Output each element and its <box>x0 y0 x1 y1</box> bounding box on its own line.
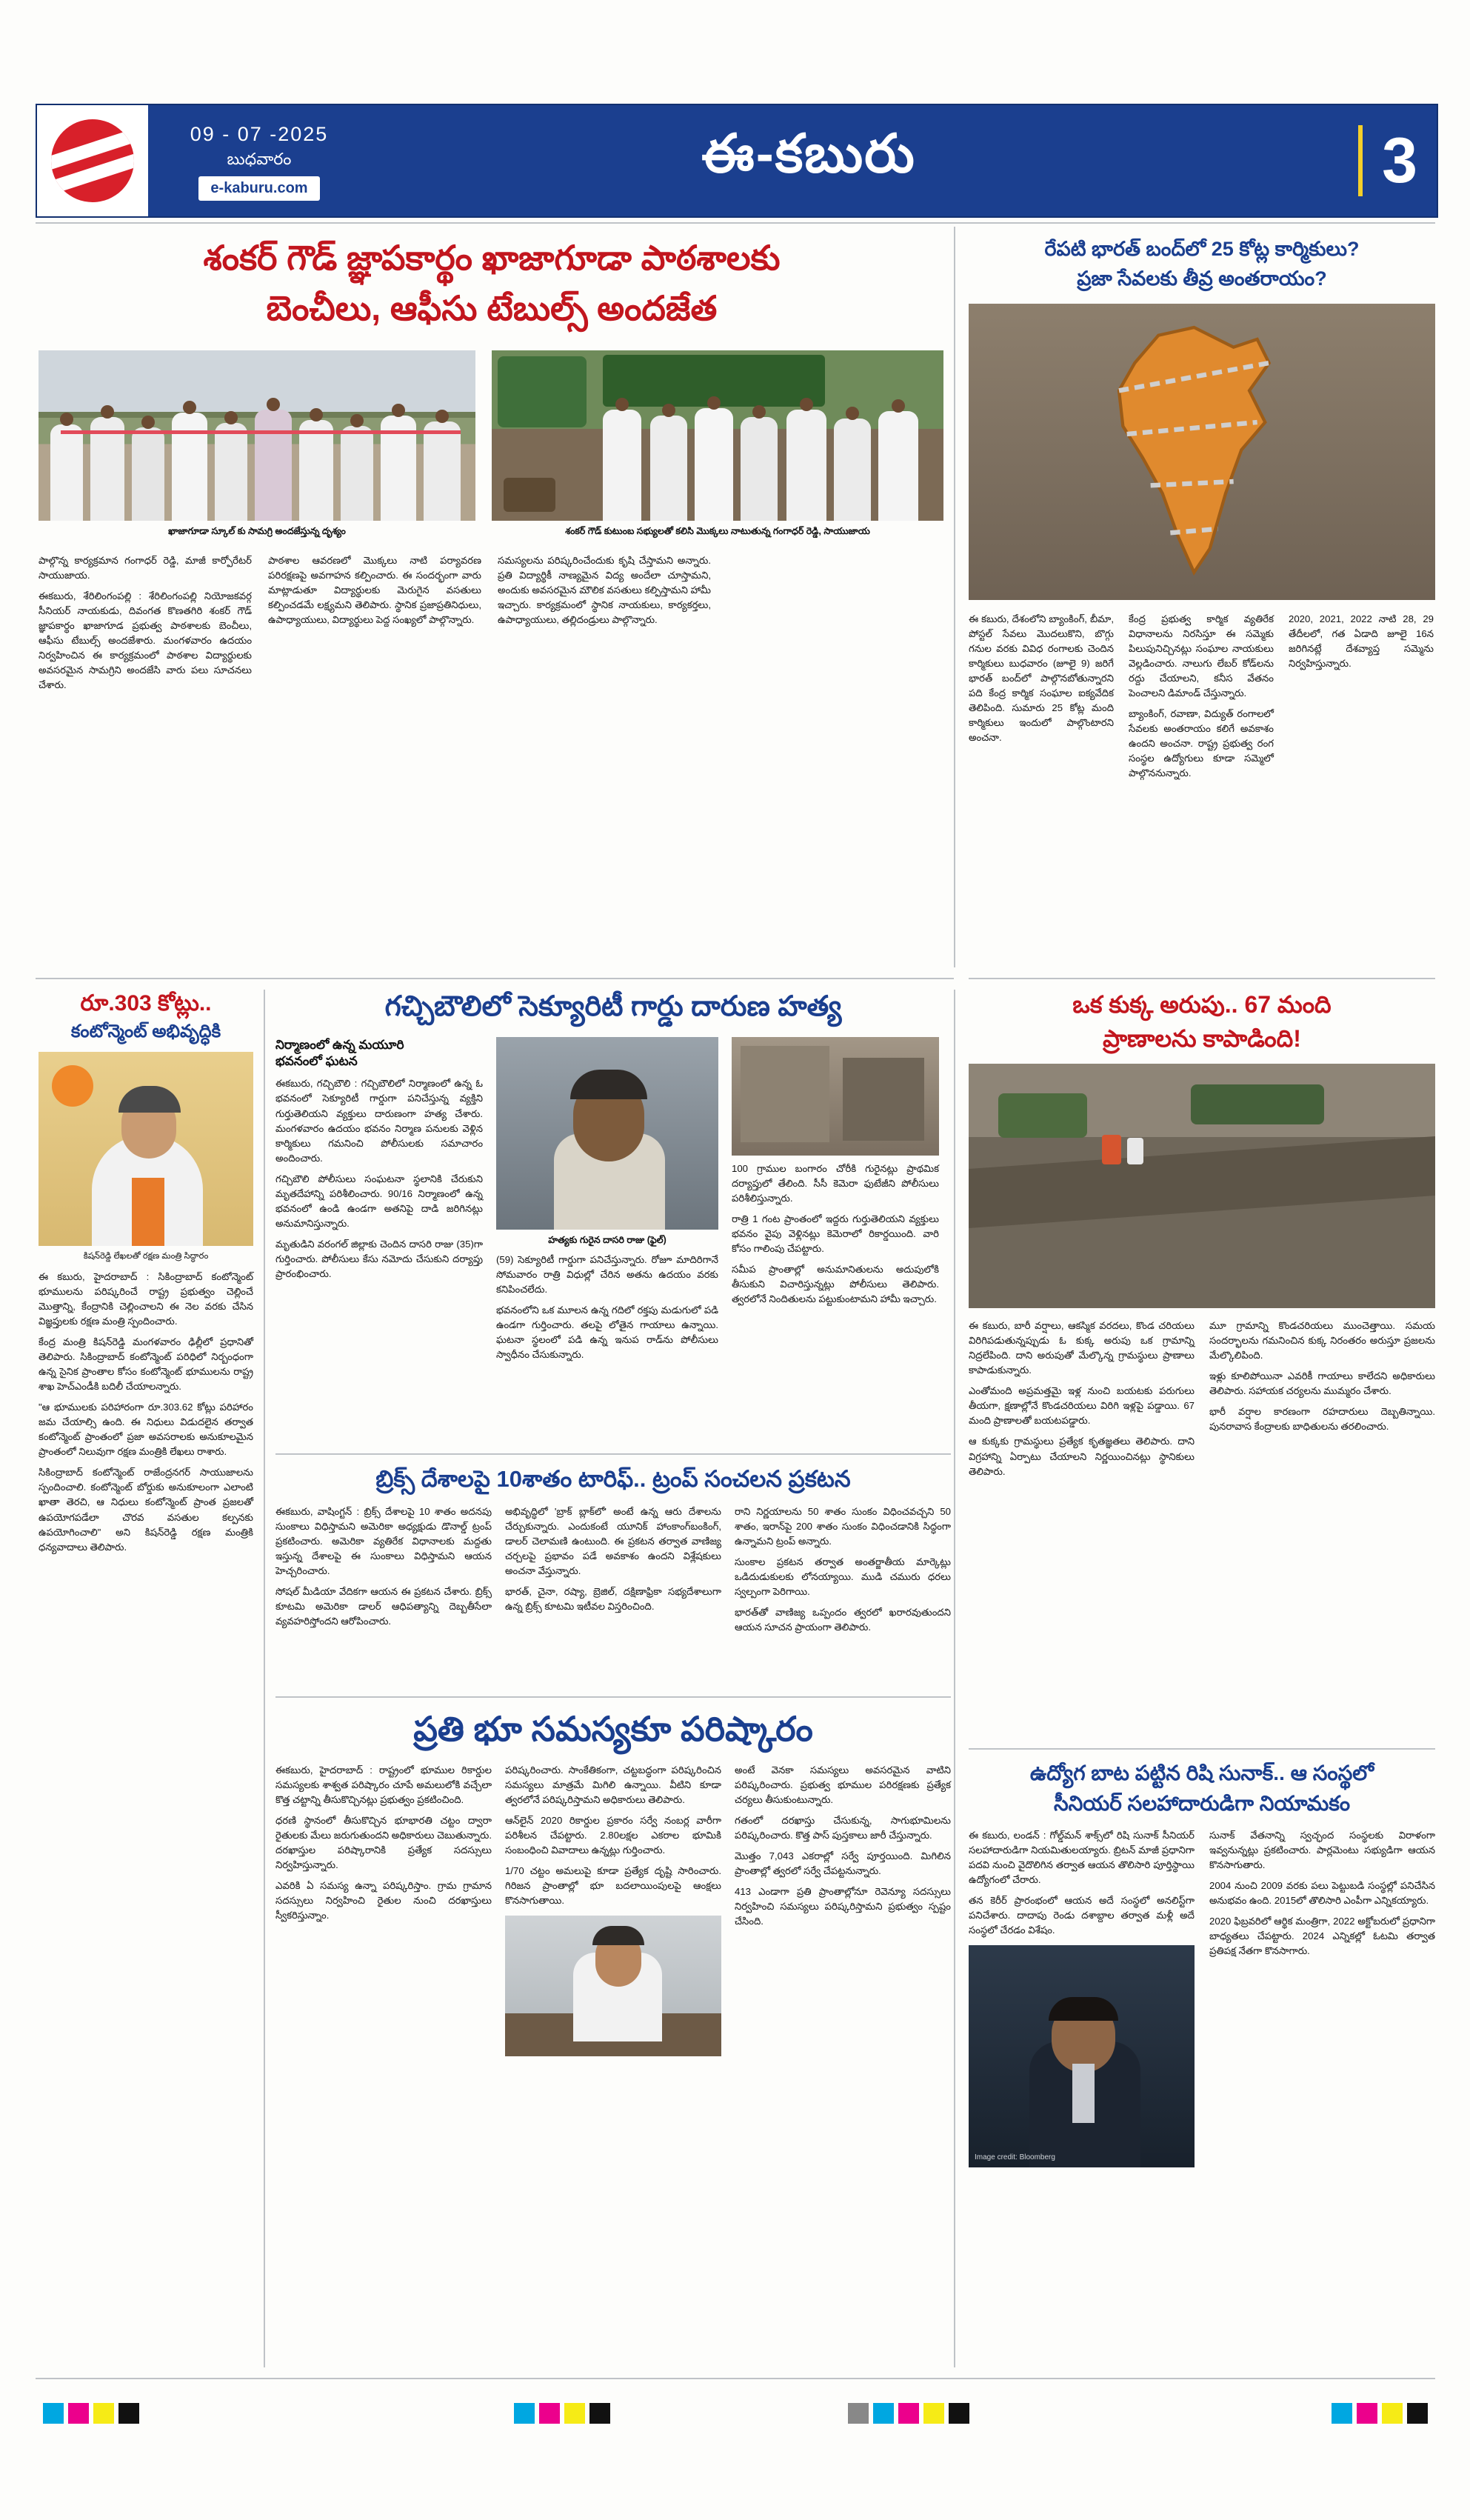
brics-col3: రాని నిర్ణయాలను 50 శాతం సుంకం విధించవచ్చని 50 శాతం, ఇరాన్‌పై 200 శాతం సుంకం విధించడానికి సిద్ధంగా ఉన్నామని ట్రంప్ అన్నారు. సుంకాల ప్రకటన తర్వాత అంతర్జాతీయ మార్కెట్లు ఒడిదుడుకులకు లోనయ్యాయి. ముడి చమురు ధరలు స్వల్పంగా పెరిగాయి. భారత్‌తో వాణిజ్య ఒప్పందం త్వరలో ఖరారవుతుందని ఆయన సూచన ప్రాయంగా తెలిపారు. <box>735 1505 951 1633</box>
logo-container <box>37 105 148 216</box>
colorbar-swatch <box>898 2403 919 2424</box>
masthead-date-block <box>148 121 370 200</box>
divider-sunak-top <box>969 1748 1435 1750</box>
colorbar-swatch <box>848 2403 869 2424</box>
colorbar-swatch <box>539 2403 560 2424</box>
sunak-col2: సునాక్ వేతనాన్ని స్వచ్ఛంద సంస్థలకు విరాళంగా ఇవ్వనున్నట్లు ప్రకటించారు. పార్లమెంటు సభ్యుడిగా ఆయన కొనసాగుతారు. 2004 నుంచి 2009 వరకు పలు పెట్టుబడి సంస్థల్లో పనిచేసిన అనుభవం ఉంది. 2015లో తొలిసారి ఎంపీగా ఎన్నికయ్యారు. 2020 ఫిబ్రవరిలో ఆర్థిక మంత్రిగా, 2022 అక్టోబరులో ప్రధానిగా బాధ్యతలు చేపట్టారు. 2024 ఎన్నికల్లో ఓటమి తర్వాత ప్రతిపక్ష నేతగా కొనసాగారు. <box>1209 1830 1435 1957</box>
land-headline: ప్రతి భూ సమస్యకూ పరిష్కారం <box>413 1710 813 1748</box>
murder-col2: (59) సెక్యూరిటీ గార్డుగా పనిచేస్తున్నారు. రోజూ మాదిరిగానే సోమవారం రాత్రి విధుల్లో చేరిన అతను ఉదయం వరకు కనిపించలేదు. భవనంలోని ఒక మూలన ఉన్న గదిలో రక్తపు మడుగులో పడి ఉండగా గుర్తించారు. తలపై లోతైన గాయాలు ఉన్నాయి. ఘటనా స్థలంలో పడి ఉన్న ఇనుప రాడ్‌ను పోలీసులు స్వాధీనం చేసుకున్నారు. <box>496 1254 718 1361</box>
lead-story <box>39 237 945 699</box>
india-map-chained-photo <box>969 304 1435 600</box>
bandh-col1: ఈ కబురు, దేశంలోని బ్యాంకింగ్, బీమా, పోస్టల్ సేవలు మొదలుకొని, బొగ్గు గనుల వరకు వివిధ రంగాలకు చెందిన కార్మికులు బుధవారం (జూలై 9) జరిగే భారత్ బంద్‌లో పాల్గొనబోతున్నారని పది కేంద్ర కార్మిక సంఘాల ఐక్యవేదిక తెలిపింది. సుమారు 25 కోట్ల మంది కార్మికులు ఇందులో పాల్గొంటారని అంచనా. <box>969 613 1114 743</box>
divider-main-right <box>954 990 955 2367</box>
e-kaburu-logo-icon <box>51 119 134 202</box>
lead-photo1-caption: ఖాజాగూడా స్కూల్ కు సామగ్రి అందజేస్తున్న దృశ్యం <box>168 526 346 536</box>
colorbar-swatch <box>923 2403 944 2424</box>
lead-body-col2: పాఠశాల ఆవరణలో మొక్కలు నాటి పర్యావరణ పరిరక్షణపై అవగాహన కల్పించారు. ఈ సందర్భంగా వారు మాట్లాడుతూ విద్యార్థులకు మెరుగైన వసతులు కల్పించడమే లక్ష్యమని తెలిపారు. స్థానిక ప్రజాప్రతినిధులు, ఉపాధ్యాయులు, విద్యార్థులు పెద్ద సంఖ్యలో పాల్గొన్నారు. <box>268 554 481 625</box>
murder-subhead-line2: భవనంలో ఘటన <box>275 1054 358 1069</box>
minister-interview-photo <box>505 1916 721 2056</box>
lead-body-col3: సమస్యలను పరిష్కరించేందుకు కృషి చేస్తామని అన్నారు. ప్రతి విద్యార్థికీ నాణ్యమైన విద్య అందేలా చూస్తామని, అందుకు అవసరమైన మౌలిక వసతులు కల్పిస్తామని హామీ ఇచ్చారు. కార్యక్రమంలో స్థానిక నాయకులు, కార్యకర్తలు, ఉపాధ్యాయులు, తల్లిదండ్రులు పాల్గొన్నారు. <box>498 554 711 625</box>
colorbar-swatch <box>514 2403 535 2424</box>
murder-subhead-line1: నిర్మాణంలో ఉన్న మయూరి <box>275 1037 404 1052</box>
dog-headline-line2: ప్రాణాలను కాపాడింది! <box>1103 1025 1301 1052</box>
lead-headline-line2: బెంచీలు, ఆఫీసు టేబుల్స్ అందజేత <box>266 288 718 327</box>
divider-lead-right <box>954 227 955 967</box>
colorbar-swatch <box>873 2403 894 2424</box>
brics-headline: బ్రిక్స్ దేశాలపై 10శాతం టారిఫ్.. ట్రంప్ సంచలన ప్రకటన <box>375 1466 851 1492</box>
colorbar-swatch <box>43 2403 64 2424</box>
kishan-photo-caption: కిషన్‌రెడ్డి లేఖలతో రక్షణ మంత్రి సిద్ధారం <box>83 1251 209 1261</box>
rishi-sunak-photo <box>969 1945 1195 2167</box>
sunak-headline-line2: సీనియర్ సలహాదారుడిగా నియామకం <box>1053 1792 1351 1815</box>
murder-col3: 100 గ్రాముల బంగారం చోరీకి గురైనట్లు ప్రాథమిక దర్యాప్తులో తేలింది. సీసీ కెమెరా ఫుటేజీని పోలీసులు పరిశీలిస్తున్నారు. రాత్రి 1 గంట ప్రాంతంలో ఇద్దరు గుర్తుతెలియని వ్యక్తులు భవనం వైపు వెళ్లినట్లు కెమెరాలో రికార్డయింది. వారి కోసం గాలింపు చేపట్టారు. సమీప ప్రాంతాల్లో అనుమానితులను అదుపులోకి తీసుకుని విచారిస్తున్నట్లు పోలీసులు తెలిపారు. త్వరలోనే నిందితులను పట్టుకుంటామని హామీ ఇచ్చారు. <box>732 1162 939 1304</box>
colorbar-swatch <box>1332 2403 1352 2424</box>
land-story <box>275 1708 951 2056</box>
dog-col2: మూ గ్రామాన్ని కొండచరియలు ముంచెత్తాయి. సమయ సందర్భాలను గమనించిన కుక్క నిరంతరం అరుస్తూ ప్రజలను మేల్కొలిపింది. ఇళ్లు కూలిపోయినా ఎవరికీ గాయాలు కాలేదని అధికారులు తెలిపారు. సహాయక చర్యలను ముమ్మరం చేశారు. భారీ వర్షాల కారణంగా రహదారులు దెబ్బతిన్నాయి. పునరావాస కేంద్రాలకు బాధితులను తరలించారు. <box>1209 1320 1435 1433</box>
brics-col2: అభివృద్ధిలో 'బ్రాక్ బ్లాక్‌లో' అంటే ఉన్న ఆరు దేశాలను చేర్చుకున్నారు. ఎందుకంటే యూనిక్ హాంకాంగ్‌బంకింగ్, డాలర్ చెలామణి ఉంటుంది. ఈ ప్రకటన తర్వాత వాణిజ్య చర్చలపై ప్రభావం పడే అవకాశం ఉందని విశ్లేషకులు అంచనా వేస్తున్నారు. భారత్, చైనా, రష్యా, బ్రెజిల్, దక్షిణాఫ్రికా సభ్యదేశాలుగా ఉన్న బ్రిక్స్ కూటమి ఇటీవల విస్తరించింది. <box>505 1505 721 1613</box>
brics-story <box>275 1465 951 1641</box>
victim-portrait-photo <box>496 1037 718 1230</box>
page-number-rule <box>1358 125 1363 196</box>
land-col1: ఈకబురు, హైదరాబాద్ : రాష్ట్రంలో భూముల రికార్డుల సమస్యలకు శాశ్వత పరిష్కారం చూపే అమలులోకి వచ్చేలా కొత్త చట్టాన్ని తీసుకొచ్చినట్లు ప్రభుత్వం ప్రకటించింది. ధరణి స్థానంలో తీసుకొచ్చిన భూభారతి చట్టం ద్వారా రైతులకు మేలు జరుగుతుందని అధికారులు చెబుతున్నారు. దరఖాస్తుల పరిష్కారానికి ప్రత్యేక సదస్సులు నిర్వహిస్తున్నారు. ఎవరికి ఏ సమస్య ఉన్నా పరిష్కరిస్తాం. గ్రామ గ్రామాన సదస్సులు నిర్వహించి రైతుల నుంచి దరఖాస్తులు స్వీకరిస్తున్నాం. <box>275 1764 492 1921</box>
colorbar-swatch <box>118 2403 139 2424</box>
dog-headline-line1: ఒక కుక్క అరుపు.. 67 మంది <box>1072 991 1332 1018</box>
murder-col1: ఈకబురు, గచ్చిబౌలి : గచ్చిబౌలిలో నిర్మాణంలో ఉన్న ఓ భవనంలో సెక్యూరిటీ గార్డుగా పనిచేస్తున్న వ్యక్తిని గుర్తుతెలియని వ్యక్తులు దారుణంగా హత్య చేశారు. మంగళవారం ఉదయం భవనం నిర్మాణ పనులకు వెళ్లిన కార్మికులు గమనించి పోలీసులకు సమాచారం అందించారు. గచ్చిబౌలి పోలీసులు సంఘటనా స్థలానికి చేరుకుని మృతదేహాన్ని పరిశీలించారు. 90/16 నిర్మాణంలో ఉన్న భవనంలో ఉండి ఉండగా అతనిపై దాడి జరిగినట్లు అనుమానిస్తున్నారు. మృతుడిని వరంగల్ జిల్లాకు చెందిన దాసరి రాజు (35)గా గుర్తించారు. పోలీసులు కేసు నమోదు చేసుకుని దర్యాప్తు ప్రారంభించారు. <box>275 1078 483 1280</box>
divider-top <box>36 222 1435 224</box>
colorbar-swatch <box>564 2403 585 2424</box>
masthead <box>36 104 1438 218</box>
lead-body-col4 <box>727 553 941 699</box>
divider-land-top <box>275 1696 951 1698</box>
colorbar-swatch <box>949 2403 969 2424</box>
brics-col1: ఈకబురు, వాషింగ్టన్ : బ్రిక్స్ దేశాలపై 10 శాతం అదనపు సుంకాలు విధిస్తామని అమెరికా అధ్యక్షుడు డొనాల్డ్ ట్రంప్ ప్రకటించారు. అమెరికా వ్యతిరేక విధానాలకు మద్దతు ఇస్తున్న దేశాలపై ఈ సుంకాలు విధిస్తామని ఆయన హెచ్చరించారు. సోషల్ మీడియా వేదికగా ఆయన ఈ ప్రకటన చేశారు. బ్రిక్స్ కూటమి అమెరికా డాలర్ ఆధిపత్యాన్ని దెబ్బతీసేలా వ్యవహరిస్తోందని ఆరోపించారు. <box>275 1505 492 1627</box>
bandh-col2: కేంద్ర ప్రభుత్వ కార్మిక వ్యతిరేక విధానాలను నిరసిస్తూ ఈ సమ్మెకు పిలుపునిచ్చినట్లు సంఘాల నాయకులు వెల్లడించారు. నాలుగు లేబర్ కోడ్‌లను రద్దు చేయాలని, కనీస వేతనం పెంచాలని డిమాండ్ చేస్తున్నారు. బ్యాంకింగ్, రవాణా, విద్యుత్ రంగాలలో సేవలకు అంతరాయం కలిగే అవకాశం ఉందని అంచనా. రాష్ట్ర ప్రభుత్వ రంగ సంస్థల ఉద్యోగులు కూడా సమ్మెలో పాల్గొననున్నారు. <box>1129 613 1274 779</box>
divider-col1-col2 <box>264 990 265 2367</box>
bandh-col3: 2020, 2021, 2022 నాటి 28, 29 తేదీలలో, గత ఏడాది జూలై 16న జరిగినట్లే దేశవ్యాప్త సమ్మెను నిర్వహిస్తున్నారు. <box>1289 613 1434 669</box>
construction-site-photo <box>732 1037 939 1156</box>
lead-photo2-caption: శంకర్ గౌడ్ కుటుంబ సభ్యులతో కలిసి మొక్కలు నాటుతున్న గంగాధర్ రెడ్డి, సాయుజాయ <box>565 526 870 536</box>
colorbar-swatch <box>589 2403 610 2424</box>
security-murder-story <box>275 990 951 1368</box>
landslide-rescue-photo <box>969 1064 1435 1308</box>
kishan-reddy-story <box>39 990 253 1561</box>
photo-credit: Image credit: Bloomberg <box>975 2153 1055 2162</box>
lead-headline-line1: శంకర్ గౌడ్ జ్ఞాపకార్థం ఖాజాగూడా పాఠశాలకు <box>203 239 781 277</box>
kishan-reddy-portrait <box>39 1052 253 1246</box>
lead-body-col1: పాల్గొన్న కార్యక్రమాన గంగాధర్ రెడ్డి, మాజీ కార్పోరేటర్ సాయుజాయ. ఈకబురు, శేరిలింగంపల్లి : శేరిలింగంపల్లి నియోజకవర్గ సీనియర్ నాయకుడు, దివంగత కొణతగిరి శంకర్ గౌడ్ జ్ఞాపకార్థం ఖాజాగూడ ప్రభుత్వ పాఠశాలకు బెంచీలు, ఆఫీసు టేబుల్స్ అందజేశారు. మంగళవారం ఉదయం నిర్వహించిన ఈ కార్యక్రమంలో పాఠశాల విద్యార్థులకు అవసరమైన సామగ్రిని అందజేసి వారు పలు సూచనలు చేశారు. <box>39 554 252 690</box>
page-number-block <box>1247 125 1437 196</box>
sapling-plantation-photo <box>492 350 943 521</box>
kishan-headline-line1: రూ.303 కోట్లు.. <box>80 991 212 1016</box>
kishan-body: ఈ కబురు, హైదరాబాద్ : సికింద్రాబాద్ కంటోన్మెంట్ భూములను పరిష్కరించే రాష్ట్ర ప్రభుత్వం చెల్లించే మొత్తాన్ని, కేంద్రానికి చెల్లించాలని ఈ నెల వరకు చేసిన విజ్ఞప్తులకు రక్షణ మంత్రి స్పందించారు. కేంద్ర మంత్రి కిషన్‌రెడ్డి మంగళవారం ఢిల్లీలో ప్రధానితో తెలిపారు. సికింద్రాబాద్ కంటోన్మెంట్ పరిధిలో నిర్బంధంగా ఉన్న సైనిక ప్రాంతాల కోసం కంటోన్మెంట్ భూములను రాష్ట్ర శాఖ హెచ్‌ఎండీకి బదిలీ చేయాలన్నారు. "ఆ భూములకు పరిహారంగా రూ.303.62 కోట్లు పరిహారం జమ చేయాల్సి ఉంది. ఈ నిధులు విడుదలైన తర్వాత కంటోన్మెంట్ ప్రాంతంలో ప్రజా అవసరాలకు అనుకూలమైన ప్రాంతంలో నిలువుగా రక్షణ మంత్రికి లేఖలు రాశారు. సికింద్రాబాద్ కంటోన్మెంట్ రాజేంద్రనగర్ సాయుజాలను స్పందించాలి. కంటోన్మెంట్ బోర్డుకు అనుకూలంగా ఎలాంటి ఖాతా తెరచి, ఆ నిధులు కంటోన్మెంట్ ప్రాంత ప్రజలతో ఉపయోగపడేలా చొరవ వసతుల కల్పనకు ఉపయోగించాలి" అని కిషన్‌రెడ్డి రక్షణ మంత్రికి ధన్యవాదాలు తెలిపారు. <box>39 1270 253 1553</box>
murder-headline: గచ్చిబౌలిలో సెక్యూరిటీ గార్డు దారుణ హత్య <box>384 991 842 1022</box>
page-number: 3 <box>1382 125 1417 196</box>
land-col2: పరిష్కరించారు. సాంకేతికంగా, చట్టబద్ధంగా పరిష్కరించిన సమస్యలు మాత్రమే మిగిలి ఉన్నాయి. వీటిని కూడా త్వరలోనే పరిష్కరిస్తామని అధికారులు తెలిపారు. ఆన్‌లైన్ 2020 రికార్డుల ప్రకారం సర్వే నంబర్ల వారీగా పరిశీలన చేపట్టారు. 2.80లక్షల ఎకరాల భూమికి సంబంధించి వివాదాలు ఉన్నట్లు గుర్తించారు. 1/70 చట్టం అమలుపై కూడా ప్రత్యేక దృష్టి సారించారు. గిరిజన ప్రాంతాల్లో భూ బదలాయింపులపై ఆంక్షలు కొనసాగుతాయి. <box>505 1763 721 2057</box>
land-col3: అంటే వెనకా సమస్యలు అవసరమైన వాటిని పరిష్కరించారు. ప్రభుత్వ భూముల పరిరక్షణకు ప్రత్యేక చర్యలు తీసుకుంటున్నారు. గతంలో దరఖాస్తు చేసుకున్న, సాగుభూమిలను పరిష్కరించారు. కొత్త పాస్ పుస్తకాలు జారీ చేస్తున్నారు. మొత్తం 7,043 ఎకరాల్లో సర్వే పూర్తయింది. మిగిలిన ప్రాంతాల్లో త్వరలో సర్వే చేపట్టనున్నారు. 413 ఎండాగా ప్రతి ప్రాంతాల్లోనూ రెవెన్యూ సదస్సులు నిర్వహించి సమస్యలు పరిష్కరిస్తామని ప్రభుత్వం స్పష్టం చేసింది. <box>735 1764 951 1927</box>
website-link[interactable]: e-kaburu.com <box>198 176 319 201</box>
ribbon-cutting-photo <box>39 350 475 521</box>
printers-registration-colorbar <box>36 2403 1435 2424</box>
kishan-headline-line2: కంటోన్మెంట్ అభివృద్ధికి <box>70 1021 221 1041</box>
colorbar-swatch <box>1382 2403 1403 2424</box>
colorbar-swatch <box>68 2403 89 2424</box>
colorbar-swatch <box>93 2403 114 2424</box>
colorbar-swatch <box>1407 2403 1428 2424</box>
sunak-story <box>969 1760 1435 2167</box>
divider-bottom <box>36 2378 1435 2379</box>
bandh-headline-line2: ప్రజా సేవలకు తీవ్ర అంతరాయం? <box>1077 267 1327 290</box>
divider-brics-top <box>275 1453 951 1455</box>
issue-date: 09 - 07 -2025 <box>190 123 329 146</box>
bharat-bandh-story <box>969 237 1435 787</box>
paper-title: ఈ-కబురు <box>701 124 916 184</box>
dog-story <box>969 990 1435 1485</box>
sunak-headline-line1: ఉద్యోగ బాట పట్టిన రిషి సునాక్.. ఆ సంస్థలో <box>1029 1761 1374 1784</box>
issue-weekday: బుధవారం <box>227 149 292 168</box>
victim-photo-caption: హత్యకు గురైన దాసరి రాజు (ఫైల్) <box>548 1234 666 1245</box>
divider-right-top <box>969 978 1435 979</box>
divider-lead-bottom <box>36 978 954 979</box>
dog-col1: ఈ కబురు, బారీ వర్షాలు, ఆకస్మిక వరదలు, కొండ చరియలు విరిగిపడుతున్నప్పుడు ఓ కుక్క అరుపు ఒక గ్రామాన్ని నిద్రలేపింది. దాని అరుపుతో మేల్కొన్న గ్రామస్థులు ప్రాణాలు కాపాడుకున్నారు. ఎంతోమంది అప్రమత్తమై ఇళ్ల నుంచి బయటకు పరుగులు తీయగా, క్షణాల్లోనే కొండచరియలు విరిగి ఇళ్లపై పడ్డాయి. 67 మంది ప్రాణాలతో బయటపడ్డారు. ఆ కుక్కకు గ్రామస్థులు ప్రత్యేక కృతజ్ఞతలు తెలిపారు. దాని విగ్రహాన్ని ఏర్పాటు చేయాలని నిర్ణయించినట్లు స్థానికులు తెలిపారు. <box>969 1320 1195 1477</box>
colorbar-swatch <box>1357 2403 1377 2424</box>
bandh-headline-line1: రేపటి భారత్ బంద్‌లో 25 కోట్ల కార్మికులు? <box>1044 238 1360 260</box>
sunak-col1: ఈ కబురు, లండన్ : గోల్డ్‌మన్ శాక్స్‌లో రిషి సునాక్ సీనియర్ సలహాదారుడిగా నియమితులయ్యారు. బ్రిటన్ మాజీ ప్రధానిగా పదవి నుంచి వైదొలిగిన తర్వాత ఆయన తొలిసారి పూర్తిస్థాయి ఉద్యోగంలో చేరారు. తన కెరీర్ ప్రారంభంలో ఆయన అదే సంస్థలో అనలిస్ట్‌గా పనిచేశారు. దాదాపు రెండు దశాబ్దాల తర్వాత మళ్లీ అదే సంస్థలో చేరడం విశేషం. <box>969 1830 1195 1936</box>
